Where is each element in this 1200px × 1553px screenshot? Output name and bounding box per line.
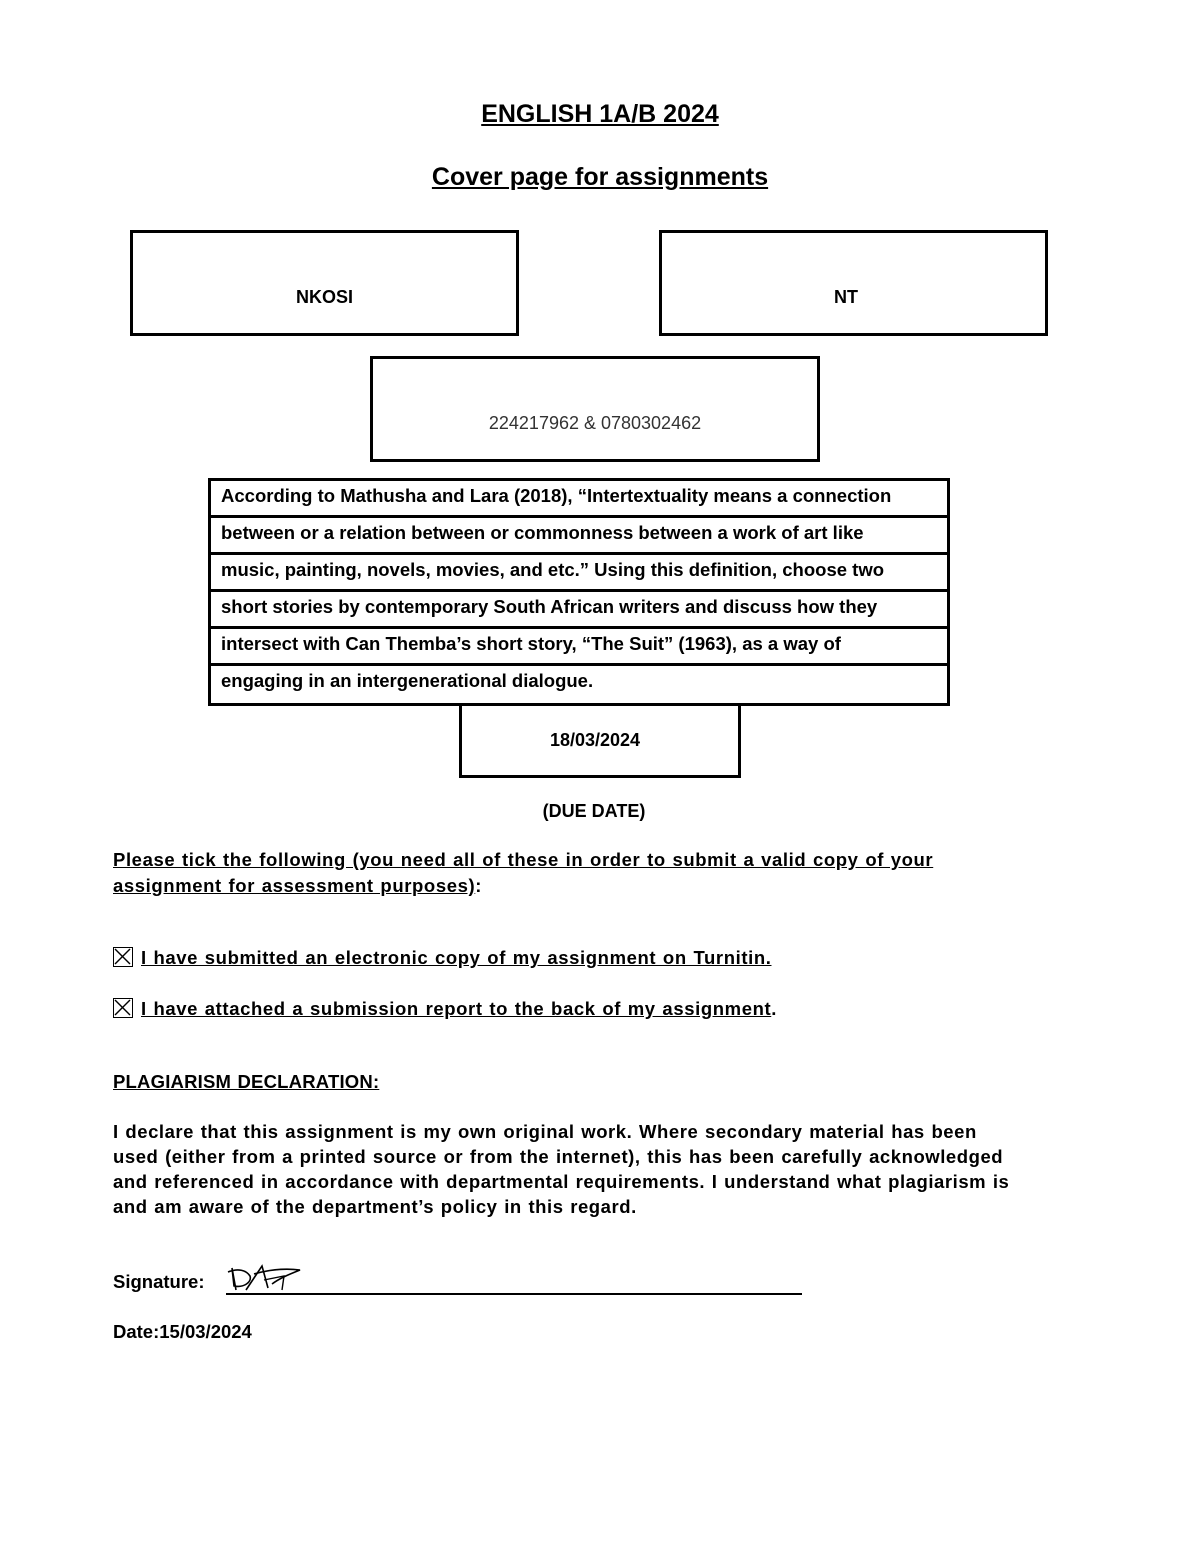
declaration-line: and referenced in accordance with departmental requirements. I understand what plagiarism is [113,1171,1010,1192]
checklist-item-report[interactable] [113,998,777,1020]
submission-date: Date:15/03/2024 [113,1321,252,1342]
question-line: intersect with Can Themba’s short story, “The Suit” (1963), as a way of [211,629,947,666]
question-line: music, painting, novels, movies, and etc.” Using this definition, choose two [211,555,947,592]
initials-value: NT [834,286,858,307]
plagiarism-heading: PLAGIARISM DECLARATION: [113,1071,380,1092]
declaration-line: I declare that this assignment is my own original work. Where secondary material has been [113,1121,977,1142]
surname-box [130,230,519,336]
instructions-line-1: Please tick the following (you need all of these in order to submit a valid copy of your [113,849,934,870]
signature-scribble-icon [224,1260,306,1296]
question-line: According to Mathusha and Lara (2018), “Intertextuality means a connection [211,481,947,518]
checklist-label: I have submitted an electronic copy of my assignment on Turnitin. [141,947,772,968]
question-line: between or a relation between or commonness between a work of art like [211,518,947,555]
instructions-line-2-text: assignment for assessment purposes) [113,875,476,896]
declaration-line: used (either from a printed source or from the internet), this has been carefully acknowledged [113,1146,1004,1167]
course-title: ENGLISH 1A/B 2024 [481,100,719,128]
checkbox-checked-icon[interactable] [113,947,133,967]
surname-value: NKOSI [295,286,353,307]
checklist-item-turnitin[interactable] [113,947,771,969]
question-line: short stories by contemporary South African writers and discuss how they [211,592,947,629]
checklist-suffix: . [771,998,777,1019]
checklist-label: I have attached a submission report to the back of my assignment [141,998,772,1019]
instructions-line-2 [113,875,482,897]
initials-box [659,230,1048,336]
assignment-question-box [208,478,950,706]
declaration-line: and am aware of the department’s policy in this regard. [113,1196,637,1217]
due-date-value: 18/03/2024 [549,730,641,750]
student-number-box [370,356,820,462]
checkbox-checked-icon[interactable] [113,998,133,1018]
page-subtitle: Cover page for assignments [431,163,769,191]
instructions-colon: : [475,875,483,896]
due-date-box [459,703,741,778]
student-number-value: 224217962 & 0780302462 [488,412,702,433]
signature-label: Signature: [113,1271,205,1292]
question-line: engaging in an intergenerational dialogue. [221,670,594,691]
due-date-label: (DUE DATE) [542,801,646,821]
signature-line [226,1293,802,1295]
